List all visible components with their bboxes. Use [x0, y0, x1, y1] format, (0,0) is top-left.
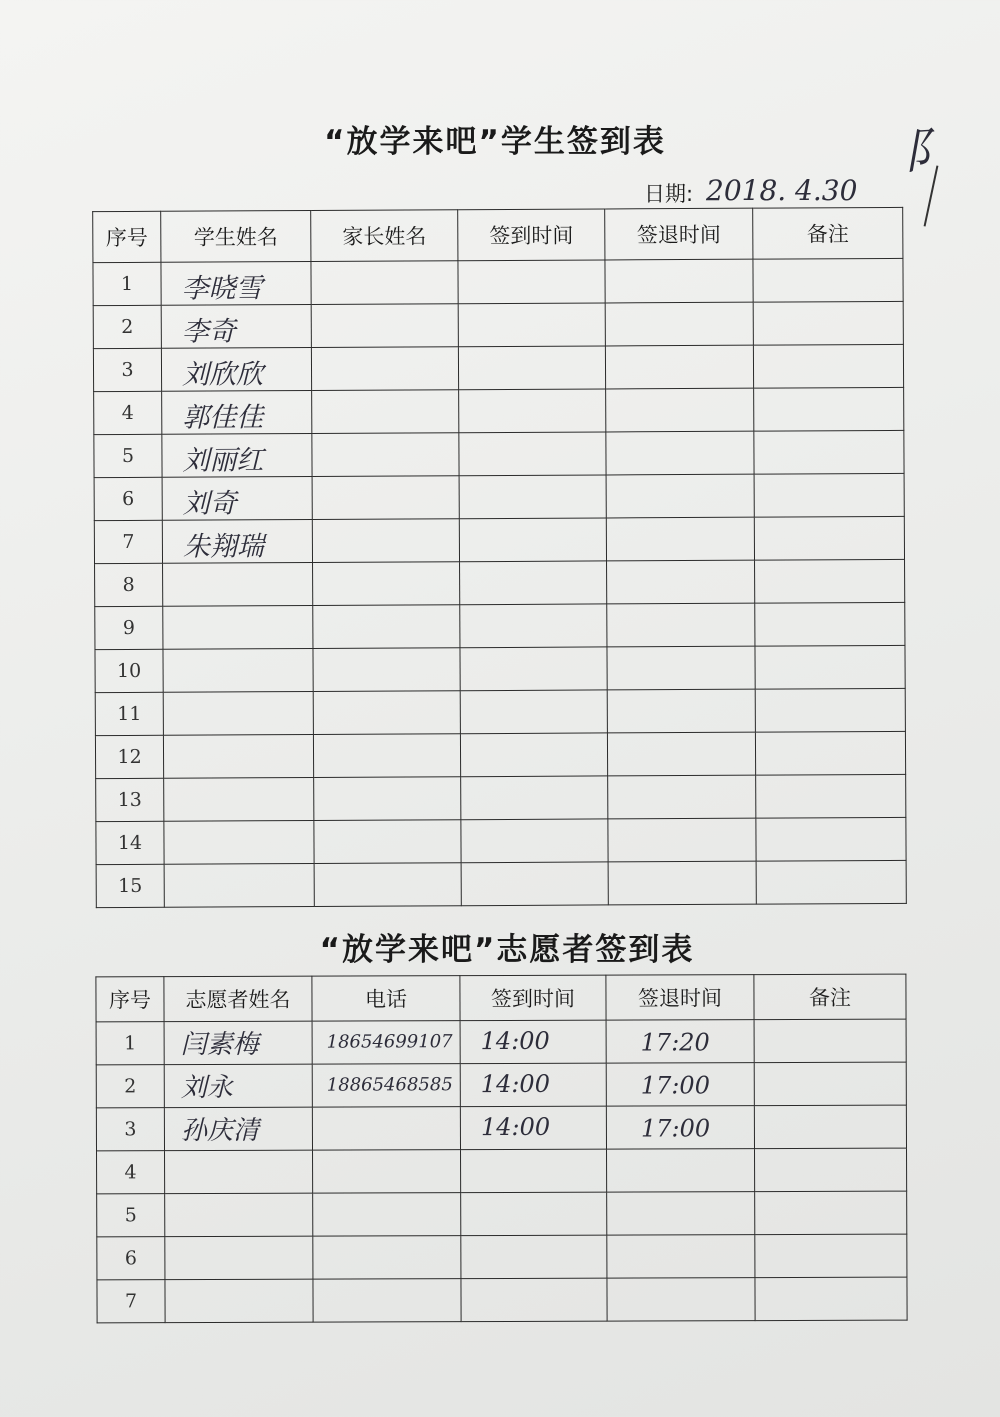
parent-name-cell: [314, 777, 461, 821]
table-row: [93, 301, 903, 348]
handwritten-sign-in-time: 14:00: [480, 1069, 550, 1099]
sign-in-cell: [461, 819, 608, 863]
volunteer-signin-table: [95, 974, 907, 1324]
parent-name-cell: [312, 519, 459, 563]
handwritten-student-name: 李晓雪: [181, 273, 263, 305]
header-col3: 家长姓名: [311, 210, 458, 262]
row-number: 6: [94, 477, 162, 520]
sign-in-cell: [458, 260, 605, 304]
parent-name-cell: [313, 691, 460, 735]
remarks-cell: [755, 1148, 907, 1192]
phone-cell: [313, 1150, 461, 1194]
handwritten-sign-out-time: 17:20: [640, 1028, 710, 1057]
sign-in-cell: [461, 1149, 607, 1193]
date-label: 日期:: [644, 182, 694, 206]
parent-name-cell: [312, 476, 459, 520]
sign-out-cell: [608, 775, 756, 819]
sign-in-cell: [458, 346, 605, 390]
phone-cell: [312, 1021, 460, 1065]
table-row: [96, 817, 906, 864]
parent-name-cell: [313, 605, 460, 649]
header-index: 序号: [93, 211, 161, 262]
student-signin-table: [92, 207, 907, 908]
row-number: 8: [95, 563, 163, 606]
sign-in-cell: [458, 303, 605, 347]
student-sheet-title: “放学来吧”学生签到表: [324, 124, 666, 160]
parent-name-cell: [313, 734, 460, 778]
table-row: [96, 1019, 906, 1065]
sign-in-cell: [459, 518, 606, 562]
table-row: [95, 688, 905, 735]
row-number: 15: [96, 864, 164, 907]
table-row: [96, 774, 906, 821]
handwritten-student-name: 朱翔瑞: [182, 531, 265, 563]
row-number: 5: [94, 434, 162, 477]
header-name: 学生姓名: [161, 210, 311, 262]
sign-in-cell: [461, 1192, 607, 1236]
sign-out-cell: [607, 1235, 755, 1279]
phone-cell: [312, 1107, 460, 1151]
sign-out-cell: [607, 603, 755, 647]
student-name-cell: [162, 390, 312, 434]
header-sign-in: 签到时间: [460, 975, 606, 1021]
header-remarks: 备注: [754, 974, 906, 1020]
sign-out-cell: [608, 818, 756, 862]
sign-in-cell: [461, 1235, 607, 1279]
sign-out-cell: [606, 517, 754, 561]
student-name-cell: [161, 261, 311, 305]
student-name-cell: [162, 519, 312, 563]
table-row: [96, 860, 906, 907]
table-row: [95, 645, 905, 692]
date-field: [644, 174, 858, 208]
remarks-cell: [755, 1234, 907, 1278]
sign-out-cell: [605, 259, 753, 303]
sign-in-cell: [460, 1063, 606, 1107]
phone-cell: [313, 1193, 461, 1237]
table-row: [94, 516, 904, 563]
sign-in-cell: [460, 1020, 606, 1064]
header-sign-out: 签退时间: [606, 975, 754, 1021]
sign-out-cell: [606, 431, 754, 475]
handwritten-student-name: 刘奇: [182, 488, 237, 520]
header-remarks: 备注: [753, 207, 903, 259]
date-handwritten-value: 2018. 4.30: [706, 174, 858, 207]
sign-out-cell: [607, 646, 755, 690]
handwritten-student-name: 刘欣欣: [181, 359, 264, 391]
table-row: [96, 1105, 906, 1151]
table-row: [94, 387, 904, 434]
header-sign-out: 签退时间: [605, 208, 753, 260]
table-row: [95, 731, 905, 778]
row-number: 6: [97, 1237, 165, 1280]
parent-name-cell: [311, 304, 458, 348]
phone-cell: [313, 1279, 461, 1323]
sign-out-cell: [605, 302, 753, 346]
row-number: 13: [96, 778, 164, 821]
student-name-cell: [162, 476, 312, 520]
row-number: 4: [97, 1151, 165, 1194]
student-name-cell: [163, 691, 313, 735]
remarks-cell: [755, 602, 905, 646]
sign-out-cell: [607, 1192, 755, 1236]
sign-in-cell: [460, 604, 607, 648]
header-sign-in: 签到时间: [458, 209, 605, 261]
row-number: 10: [95, 649, 163, 692]
remarks-cell: [755, 1191, 907, 1235]
sign-in-cell: [460, 690, 607, 734]
remarks-cell: [754, 1105, 906, 1149]
parent-name-cell: [314, 863, 461, 907]
header-name: 志愿者姓名: [164, 976, 312, 1022]
student-name-cell: [161, 304, 311, 348]
sign-out-cell: [606, 388, 754, 432]
row-number: 3: [96, 1108, 164, 1151]
parent-name-cell: [311, 347, 458, 391]
student-name-cell: [164, 863, 314, 907]
volunteer-name-cell: [165, 1236, 313, 1280]
sign-out-cell: [607, 732, 755, 776]
remarks-cell: [753, 301, 903, 345]
remarks-cell: [754, 1019, 906, 1063]
remarks-cell: [756, 860, 906, 904]
remarks-cell: [754, 1062, 906, 1106]
parent-name-cell: [314, 820, 461, 864]
volunteer-name-cell: [165, 1193, 313, 1237]
sign-out-cell: [606, 1106, 754, 1150]
handwritten-student-name: 刘丽红: [182, 445, 264, 477]
row-number: 7: [97, 1280, 165, 1323]
table-row: [97, 1234, 907, 1280]
margin-handwritten-mark: 阝: [900, 121, 953, 181]
sign-in-cell: [460, 561, 607, 605]
handwritten-student-name: 李奇: [181, 316, 236, 348]
sign-in-cell: [459, 389, 606, 433]
row-number: 3: [93, 348, 161, 391]
remarks-cell: [754, 387, 904, 431]
sign-in-cell: [460, 733, 607, 777]
table-row: [94, 473, 904, 520]
row-number: 14: [96, 821, 164, 864]
sign-out-cell: [607, 560, 755, 604]
remarks-cell: [755, 688, 905, 732]
table-row: [97, 1277, 907, 1323]
sign-out-cell: [606, 1063, 754, 1107]
row-number: 12: [95, 735, 163, 778]
volunteer-name-cell: [164, 1107, 312, 1151]
table-row: [93, 258, 903, 305]
remarks-cell: [753, 258, 903, 302]
sign-out-cell: [607, 1149, 755, 1193]
student-name-cell: [164, 777, 314, 821]
table-header-row: [93, 207, 903, 262]
student-name-cell: [162, 433, 312, 477]
sign-in-cell: [460, 1106, 606, 1150]
handwritten-sign-out-time: 17:00: [640, 1114, 711, 1143]
row-number: 7: [94, 520, 162, 563]
table-row: [95, 559, 905, 606]
sign-out-cell: [605, 345, 753, 389]
remarks-cell: [755, 1277, 907, 1321]
row-number: 1: [96, 1022, 164, 1065]
row-number: 2: [93, 305, 161, 348]
sign-in-cell: [459, 432, 606, 476]
remarks-cell: [755, 559, 905, 603]
row-number: 11: [95, 692, 163, 735]
handwritten-sign-in-time: 14:00: [480, 1112, 551, 1142]
remarks-cell: [756, 817, 906, 861]
volunteer-sheet-title: “放学来吧”志愿者签到表: [319, 932, 695, 968]
remarks-cell: [753, 344, 903, 388]
parent-name-cell: [312, 433, 459, 477]
row-number: 5: [97, 1194, 165, 1237]
student-name-cell: [163, 562, 313, 606]
header-index: 序号: [96, 977, 164, 1022]
phone-cell: [313, 1236, 461, 1280]
student-name-cell: [163, 648, 313, 692]
table-row: [97, 1191, 907, 1237]
table-row: [96, 1062, 906, 1108]
volunteer-name-cell: [164, 1021, 312, 1065]
sign-out-cell: [606, 1020, 754, 1064]
table-header-row: [96, 974, 906, 1022]
handwritten-phone: 18865468585: [326, 1074, 453, 1096]
parent-name-cell: [312, 390, 459, 434]
volunteer-name-cell: [165, 1150, 313, 1194]
sign-out-cell: [606, 474, 754, 518]
handwritten-phone: 18654699107: [326, 1031, 453, 1053]
volunteer-name-cell: [164, 1064, 312, 1108]
header-col3: 电话: [312, 976, 460, 1022]
sign-out-cell: [607, 689, 755, 733]
remarks-cell: [754, 430, 904, 474]
handwritten-sign-out-time: 17:00: [640, 1071, 711, 1100]
student-name-cell: [163, 605, 313, 649]
student-name-cell: [164, 820, 314, 864]
phone-cell: [312, 1064, 460, 1108]
table-row: [95, 602, 905, 649]
table-row: [93, 344, 903, 391]
remarks-cell: [756, 774, 906, 818]
row-number: 9: [95, 606, 163, 649]
volunteer-name-cell: [165, 1279, 313, 1323]
remarks-cell: [755, 731, 905, 775]
sign-in-cell: [461, 862, 608, 906]
row-number: 4: [94, 391, 162, 434]
table-row: [97, 1148, 907, 1194]
row-number: 1: [93, 262, 161, 305]
sign-out-cell: [607, 1278, 755, 1322]
handwritten-student-name: 郭佳佳: [182, 402, 264, 434]
parent-name-cell: [311, 261, 458, 305]
remarks-cell: [754, 473, 904, 517]
student-name-cell: [161, 347, 311, 391]
remarks-cell: [755, 645, 905, 689]
handwritten-volunteer-name: 闫素梅: [180, 1029, 259, 1061]
sign-in-cell: [459, 475, 606, 519]
parent-name-cell: [313, 648, 460, 692]
handwritten-sign-in-time: 14:00: [480, 1026, 550, 1056]
handwritten-volunteer-name: 刘永: [180, 1072, 233, 1104]
sign-in-cell: [460, 647, 607, 691]
handwritten-volunteer-name: 孙庆清: [180, 1115, 260, 1147]
sign-out-cell: [608, 861, 756, 905]
sign-in-cell: [461, 1278, 607, 1322]
remarks-cell: [754, 516, 904, 560]
parent-name-cell: [313, 562, 460, 606]
sign-in-cell: [461, 776, 608, 820]
table-row: [94, 430, 904, 477]
row-number: 2: [96, 1065, 164, 1108]
student-name-cell: [163, 734, 313, 778]
